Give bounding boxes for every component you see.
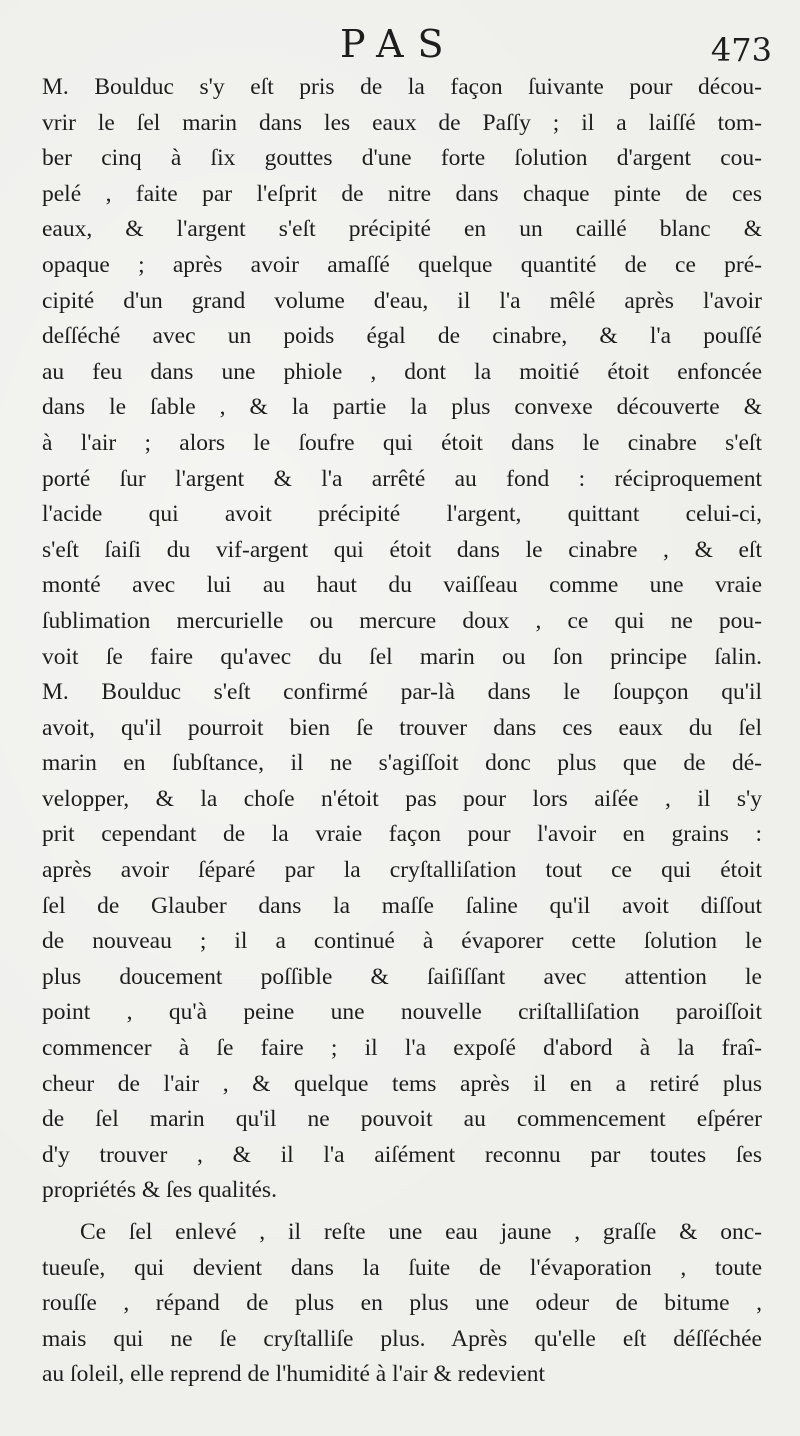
text-line: au feu dans une phiole , dont la moitié étoit enfoncée [42, 358, 762, 385]
text-line: deſſéché avec un poids égal de cinabre, & l'a pouſſé [42, 323, 762, 350]
page-header [0, 16, 800, 72]
text-line: ſublimation mercurielle ou mercure doux , ce qui ne pou- [42, 607, 762, 634]
paragraph-2 [42, 1215, 762, 1393]
text-line: porté ſur l'argent & l'a arrêté au fond : réciproquement [42, 465, 762, 492]
text-line: M. Boulduc s'y eſt pris de la façon ſuivante pour décou- [42, 74, 762, 100]
text-line: cheur de l'air , & quelque tems après il en a retiré plus [42, 1070, 762, 1097]
text-line: cipité d'un grand volume d'eau, il l'a mêlé après l'avoir [42, 287, 762, 314]
text-line: commencer à ſe faire ; il l'a expoſé d'abord à la fraî- [42, 1035, 762, 1062]
text-line: eaux, & l'argent s'eſt précipité en un caillé blanc & [42, 216, 762, 243]
text-line: de ſel marin qu'il ne pouvoit au commencement eſpérer [42, 1106, 762, 1133]
text-line: au ſoleil, elle reprend de l'humidité à l'air & redevient [42, 1361, 546, 1388]
text-line: velopper, & la choſe n'étoit pas pour lors aiſée , il s'y [42, 785, 762, 812]
text-line: vrir le ſel marin dans les eaux de Paſſy ; il a laiſſé tom- [42, 109, 762, 136]
text-line: marin en ſubſtance, il ne s'agiſſoit donc plus que de dé- [42, 750, 762, 777]
text-line: plus doucement poſſible & ſaiſiſſant avec attention le [42, 963, 762, 990]
text-line: voit ſe faire qu'avec du ſel marin ou ſon principe ſalin. [42, 643, 762, 670]
text-line: après avoir ſéparé par la cryſtalliſation tout ce qui étoit [42, 857, 762, 884]
text-line: rouſſe , répand de plus en plus une odeur de bitume , [42, 1290, 762, 1317]
page-number: 473 [710, 31, 772, 69]
text-line: ber cinq à ſix gouttes d'une forte ſolution d'argent cou- [42, 145, 762, 172]
body-text [42, 70, 762, 1393]
text-line: monté avec lui au haut du vaiſſeau comme une vraie [42, 572, 762, 599]
text-line: dans le ſable , & la partie la plus convexe découverte & [42, 394, 762, 421]
text-line: prit cependant de la vraie façon pour l'avoir en grains : [42, 821, 762, 848]
text-line: propriétés & ſes qualités. [42, 1177, 277, 1204]
text-line: pelé , faite par l'eſprit de nitre dans chaque pinte de ces [42, 180, 762, 207]
text-line: Ce ſel enlevé , il reſte une eau jaune , graſſe & onc- [80, 1219, 762, 1245]
text-line: à l'air ; alors le ſoufre qui étoit dans le cinabre s'eſt [42, 429, 762, 456]
text-line: s'eſt ſaiſi du vif-argent qui étoit dans le cinabre , & eſt [42, 536, 762, 563]
text-line: tueuſe, qui devient dans la ſuite de l'évaporation , toute [42, 1254, 762, 1281]
text-line: point , qu'à peine une nouvelle criſtalliſation paroiſſoit [42, 999, 762, 1026]
text-line: M. Boulduc s'eſt confirmé par-là dans le ſoupçon qu'il [42, 679, 762, 706]
paragraph-1 [42, 70, 762, 1209]
text-line: avoit, qu'il pourroit bien ſe trouver dans ces eaux du ſel [42, 714, 762, 741]
text-line: ſel de Glauber dans la maſſe ſaline qu'il avoit diſſout [42, 892, 762, 919]
text-line: opaque ; après avoir amaſſé quelque quantité de ce pré- [42, 251, 762, 278]
text-line: de nouveau ; il a continué à évaporer cette ſolution le [42, 928, 762, 955]
text-line: d'y trouver , & il l'a aiſément reconnu par toutes ſes [42, 1141, 762, 1168]
text-line: mais qui ne ſe cryſtalliſe plus. Après qu'elle eſt déſſéchée [42, 1325, 762, 1352]
text-line: l'acide qui avoit précipité l'argent, quittant celui-ci, [42, 501, 762, 528]
running-head: PAS [340, 22, 458, 66]
